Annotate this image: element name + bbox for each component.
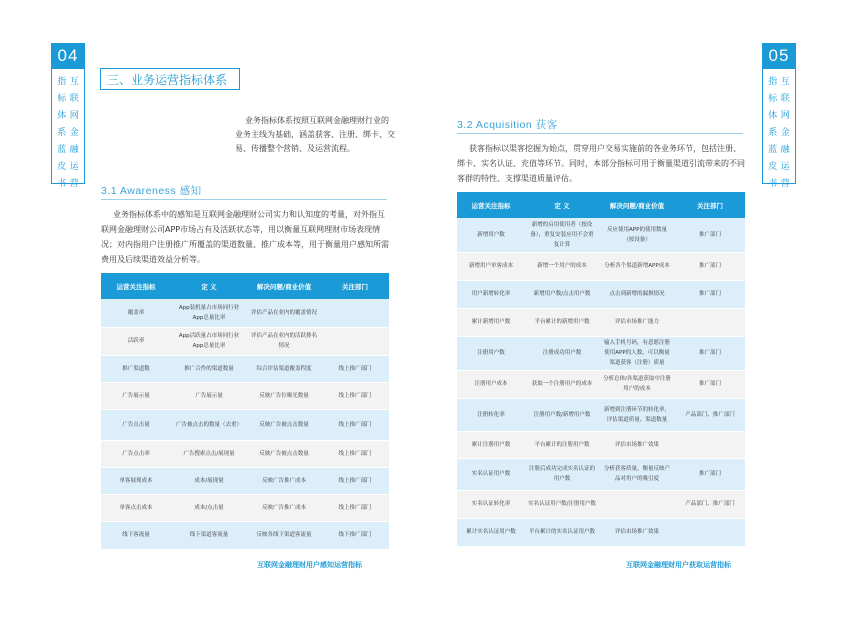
- side-char: 网: [780, 111, 790, 121]
- table-cell: 线上推广部门: [321, 440, 389, 467]
- table-cell: 反映广告被点击数量: [247, 409, 321, 440]
- table-cell: 评估市场推广效果: [599, 518, 675, 546]
- table-cell: 新增用户数: [457, 218, 525, 252]
- side-char: 皮: [768, 162, 778, 172]
- table-row: [457, 336, 745, 370]
- table-cell: App活跃量占市场同行业App总量比率: [171, 327, 247, 355]
- side-char: 互: [69, 77, 79, 87]
- table-row: [101, 327, 389, 355]
- table-row: [457, 252, 745, 280]
- awareness-paragraph: 业务指标体系中的感知是互联网金融理财公司实力和认知度的考量，对外指互联网金融理财公司APP市场占有及活跃状态等，用以衡量互联网理财市场表现情况；对内指用户注册推广所覆盖的渠道数量、推广成本等，用于衡量用户感知所需费用及后续渠道效益分析等。: [101, 210, 389, 264]
- table-cell: 评估市场推广能力: [599, 308, 675, 336]
- table-header-row: [101, 273, 389, 299]
- side-char: 融: [780, 145, 790, 155]
- table-cell: 平台累计的新增用户数: [525, 308, 599, 336]
- table-cell: 分析总体/各渠道获取中注册用户的成本: [599, 370, 675, 398]
- table-cell: 分析获客质量，衡量反映产品对用户的吸引度: [599, 458, 675, 490]
- side-char: 体: [57, 111, 67, 121]
- side-char: 蓝: [57, 145, 67, 155]
- table-cell: 新增到注册环节的转化率，评估渠道质量、渠道数量: [599, 398, 675, 431]
- side-char: 书: [57, 179, 67, 189]
- table-cell: 注册用户数: [457, 336, 525, 370]
- table-cell: 线上推广部门: [321, 467, 389, 494]
- column-header: 定 义: [171, 273, 247, 299]
- table-cell: 点击到新增的漏损情况: [599, 280, 675, 308]
- page-number-left: 04: [51, 43, 85, 69]
- table-cell: 反映广告推广成本: [247, 494, 321, 521]
- column-header: 关注部门: [675, 192, 745, 218]
- table-cell: [675, 308, 745, 336]
- table-cell: 反映广告位曝光数量: [247, 382, 321, 409]
- table-cell: 推广部门: [675, 336, 745, 370]
- awareness-table: [101, 273, 389, 550]
- table-cell: 推广部门: [675, 370, 745, 398]
- table-row: [457, 490, 745, 518]
- side-char: 指: [57, 77, 67, 87]
- table-cell: 分析各个渠道新增APP成本: [599, 252, 675, 280]
- table-cell: 线下客流量: [101, 521, 171, 549]
- table-cell: 反映各线下渠道客流量: [247, 521, 321, 549]
- awareness-heading: 3.1 Awareness 感知: [101, 185, 202, 197]
- side-char: 金: [780, 128, 790, 138]
- table-row: [101, 382, 389, 409]
- table-cell: 注册转化率: [457, 398, 525, 431]
- table-cell: 单客点击成本: [101, 494, 171, 521]
- table-cell: 输入手机号码，有意愿注册使用APP的人数，可以衡量渠道获客（注册）质量: [599, 336, 675, 370]
- acquisition-table: [457, 192, 745, 547]
- table-row: [101, 494, 389, 521]
- side-char: 皮: [57, 162, 67, 172]
- table-row: [457, 398, 745, 431]
- table-cell: 活跃率: [101, 327, 171, 355]
- table-cell: 新增的启用使用者（按设备），重复安装应用不会重复计算: [525, 218, 599, 252]
- table-cell: 用户新增转化率: [457, 280, 525, 308]
- side-label-left: [51, 69, 85, 189]
- side-char: 系: [768, 128, 778, 138]
- table-cell: 广告点击量: [101, 409, 171, 440]
- table-cell: [321, 327, 389, 355]
- table-cell: 线上推广部门: [321, 382, 389, 409]
- side-char: 标: [57, 94, 67, 104]
- table-row: [101, 355, 389, 382]
- table-cell: 广告展示量: [101, 382, 171, 409]
- side-char: 营: [69, 179, 79, 189]
- table-cell: 累计新增用户数: [457, 308, 525, 336]
- table-cell: [675, 518, 745, 546]
- table-cell: 平台累计的实名认证用户数: [525, 518, 599, 546]
- table-cell: 新增用户数/点击用户数: [525, 280, 599, 308]
- side-char: 蓝: [768, 145, 778, 155]
- table-cell: 实名认证转化率: [457, 490, 525, 518]
- side-char: 金: [69, 128, 79, 138]
- table-cell: 累计注册用户数: [457, 431, 525, 458]
- table-cell: 获取一个注册用户的成本: [525, 370, 599, 398]
- table-cell: 线上推广部门: [321, 409, 389, 440]
- table-header-row: [457, 192, 745, 218]
- side-char: 营: [780, 179, 790, 189]
- table-cell: [321, 299, 389, 327]
- table-cell: 实名认证用户数/注册用户数: [525, 490, 599, 518]
- column-header: 运营关注指标: [101, 273, 171, 299]
- table-cell: 广告被点击的数量（去重）: [171, 409, 247, 440]
- table-cell: 推广合作的渠道数量: [171, 355, 247, 382]
- table-row: [457, 431, 745, 458]
- acquisition-heading: 3.2 Acquisition 获客: [457, 119, 558, 131]
- table-row: [457, 218, 745, 252]
- column-header: 解决问题/商业价值: [599, 192, 675, 218]
- table-cell: 评估产品在业内的活跃排名情况: [247, 327, 321, 355]
- acquisition-underline: [457, 133, 743, 134]
- table-cell: 产品部门、推广部门: [675, 490, 745, 518]
- table-cell: 线下渠道客流量: [171, 521, 247, 549]
- table-cell: 推广渠道数: [101, 355, 171, 382]
- table-row: [101, 467, 389, 494]
- table-cell: 实名认证用户数: [457, 458, 525, 490]
- side-char: 联: [780, 94, 790, 104]
- table-cell: App装机量占市场同行业App总量比率: [171, 299, 247, 327]
- awareness-underline: [101, 199, 387, 200]
- table-cell: 评估市场推广效果: [599, 431, 675, 458]
- table-cell: 线上推广部门: [321, 494, 389, 521]
- table-cell: 注册用户数/新增用户数: [525, 398, 599, 431]
- table-cell: 注册后成功完成实名认证的用户数: [525, 458, 599, 490]
- left-footer-caption: 互联网金融理财用户感知运营指标: [257, 561, 362, 569]
- table-row: [457, 280, 745, 308]
- side-char: 融: [69, 145, 79, 155]
- side-label-right: [762, 69, 796, 189]
- table-cell: 反映广告推广成本: [247, 467, 321, 494]
- table-cell: 广告点击率: [101, 440, 171, 467]
- table-cell: 成本/展现量: [171, 467, 247, 494]
- table-cell: 反映广告被点击数量: [247, 440, 321, 467]
- acquisition-paragraph: 获客指标以渠客挖掘为始点，贯穿用户交易实施前的各业务环节，包括注册、绑卡、实名认证、充值等环节。同时，本部分指标可用于衡量渠道引流带来的不同客群的特性、支撑渠道质量评估。: [457, 144, 745, 183]
- table-cell: 推广部门: [675, 458, 745, 490]
- table-row: [457, 458, 745, 490]
- table-cell: 注册成功用户数: [525, 336, 599, 370]
- side-char: 体: [768, 111, 778, 121]
- table-row: [101, 299, 389, 327]
- table-cell: 新增用户单客成本: [457, 252, 525, 280]
- side-char: 运: [780, 162, 790, 172]
- table-cell: 综合评估渠道覆盖程度: [247, 355, 321, 382]
- table-cell: 单客展现成本: [101, 467, 171, 494]
- table-cell: 推广部门: [675, 280, 745, 308]
- table-cell: 平台累计的注册用户数: [525, 431, 599, 458]
- table-cell: 线下推广部门: [321, 521, 389, 549]
- table-cell: 覆盖率: [101, 299, 171, 327]
- table-cell: 广告搜索点击/展现量: [171, 440, 247, 467]
- side-char: 书: [768, 179, 778, 189]
- right-footer-caption: 互联网金融理财用户获取运营指标: [626, 561, 731, 569]
- table-cell: 成本/点击量: [171, 494, 247, 521]
- section-title: 三、业务运营指标体系: [100, 68, 240, 90]
- side-char: 互: [780, 77, 790, 87]
- table-row: [457, 518, 745, 546]
- side-char: 联: [69, 94, 79, 104]
- side-char: 网: [69, 111, 79, 121]
- column-header: 解决问题/商业价值: [247, 273, 321, 299]
- page-number-right: 05: [762, 43, 796, 69]
- table-cell: [675, 431, 745, 458]
- table-cell: 新增一个用户的成本: [525, 252, 599, 280]
- side-char: 指: [768, 77, 778, 87]
- column-header: 运营关注指标: [457, 192, 525, 218]
- table-cell: 产品部门、推广部门: [675, 398, 745, 431]
- intro-paragraph: 业务指标体系按照互联网金融理财行业的业务主线为基础，涵盖获客、注册、绑卡、交易、传播整个营销、及运营流程。: [235, 116, 395, 153]
- table-cell: 注册用户成本: [457, 370, 525, 398]
- table-cell: 评估产品在业内的覆盖情况: [247, 299, 321, 327]
- table-cell: [599, 490, 675, 518]
- table-cell: 广告展示量: [171, 382, 247, 409]
- side-char: 系: [57, 128, 67, 138]
- table-cell: 推广部门: [675, 252, 745, 280]
- table-cell: 线上推广部门: [321, 355, 389, 382]
- column-header: 定 义: [525, 192, 599, 218]
- column-header: 关注部门: [321, 273, 389, 299]
- table-cell: 推广部门: [675, 218, 745, 252]
- side-char: 运: [69, 162, 79, 172]
- table-cell: 累计实名认证用户数: [457, 518, 525, 546]
- side-char: 标: [768, 94, 778, 104]
- table-row: [101, 440, 389, 467]
- table-row: [101, 409, 389, 440]
- table-row: [101, 521, 389, 549]
- table-row: [457, 308, 745, 336]
- table-cell: 反应使用APP的使用数量（按设备）: [599, 218, 675, 252]
- table-row: [457, 370, 745, 398]
